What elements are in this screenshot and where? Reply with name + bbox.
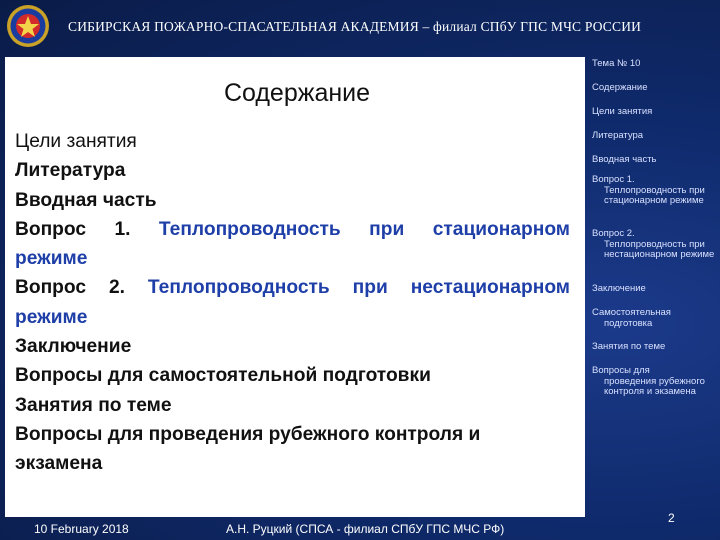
sidebar-question-2-label: Вопрос 2. (592, 228, 635, 239)
list-item-exam-questions[interactable]: Вопросы для проведения рубежного контроля и (15, 423, 481, 445)
question-2-tail: режиме (15, 306, 88, 328)
sidebar-item-literature[interactable]: Литература (592, 130, 644, 141)
question-2-text: Теплопроводность при нестационарном (147, 277, 570, 299)
sidebar-exam-label: Вопросы для (592, 365, 650, 376)
list-item-question-1[interactable] (15, 215, 570, 244)
list-item-related-lessons[interactable]: Занятия по теме (15, 394, 172, 416)
sidebar-question-1-text: Теплопроводность при стационарном режиме (604, 184, 705, 206)
question-1-tail: режиме (15, 248, 88, 270)
sidebar-item-intro[interactable]: Вводная часть (592, 154, 657, 165)
academy-emblem-icon (6, 4, 50, 48)
sidebar-question-2-text: Теплопроводность при нестационарном режиме (604, 238, 715, 260)
sidebar-self-study-tail: подготовка (604, 317, 653, 329)
sidebar-item-goals[interactable]: Цели занятия (592, 106, 653, 117)
contents-list (15, 127, 570, 479)
footer-date: 10 February 2018 (34, 522, 129, 536)
sidebar-item-contents[interactable]: Содержание (592, 82, 648, 93)
question-1-text: Теплопроводность при стационарном (158, 218, 570, 240)
header-title: СИБИРСКАЯ ПОЖАРНО-СПАСАТЕЛЬНАЯ АКАДЕМИЯ – филиал СПбУ ГПС МЧС РОССИИ (68, 19, 642, 34)
list-item-goals[interactable]: Цели занятия (15, 131, 137, 152)
sidebar-item-self-study[interactable] (592, 308, 716, 329)
footer-author: А.Н. Руцкий (СПСА - филиал СПбУ ГПС МЧС РФ) (226, 522, 505, 536)
sidebar-self-study-label: Самостоятельная (592, 307, 671, 318)
sidebar-item-conclusion[interactable]: Заключение (592, 283, 646, 294)
sidebar-item-related-lessons[interactable]: Занятия по теме (592, 341, 666, 352)
sidebar-exam-text: проведения рубежного контроля и экзамена (604, 375, 705, 397)
sidebar-item-topic[interactable]: Тема № 10 (592, 58, 641, 69)
list-item-exam-questions-tail: экзамена (15, 453, 103, 475)
question-1-prefix: Вопрос 1. (15, 218, 131, 240)
content-panel (5, 57, 585, 517)
sidebar-item-question-2[interactable] (592, 229, 716, 261)
slide-title: Содержание (223, 79, 371, 107)
sidebar-item-exam-questions[interactable] (592, 366, 716, 398)
list-item-intro[interactable]: Вводная часть (15, 189, 157, 211)
footer (0, 518, 720, 540)
question-2-prefix: Вопрос 2. (15, 277, 125, 299)
list-item-literature[interactable]: Литература (15, 160, 126, 182)
list-item-conclusion[interactable]: Заключение (15, 336, 132, 358)
sidebar-item-question-1[interactable] (592, 175, 716, 207)
header (0, 0, 720, 52)
list-item-question-2[interactable] (15, 273, 570, 302)
sidebar-question-1-label: Вопрос 1. (592, 174, 635, 185)
list-item-self-study[interactable]: Вопросы для самостоятельной подготовки (15, 365, 431, 387)
page-number: 2 (668, 511, 675, 525)
